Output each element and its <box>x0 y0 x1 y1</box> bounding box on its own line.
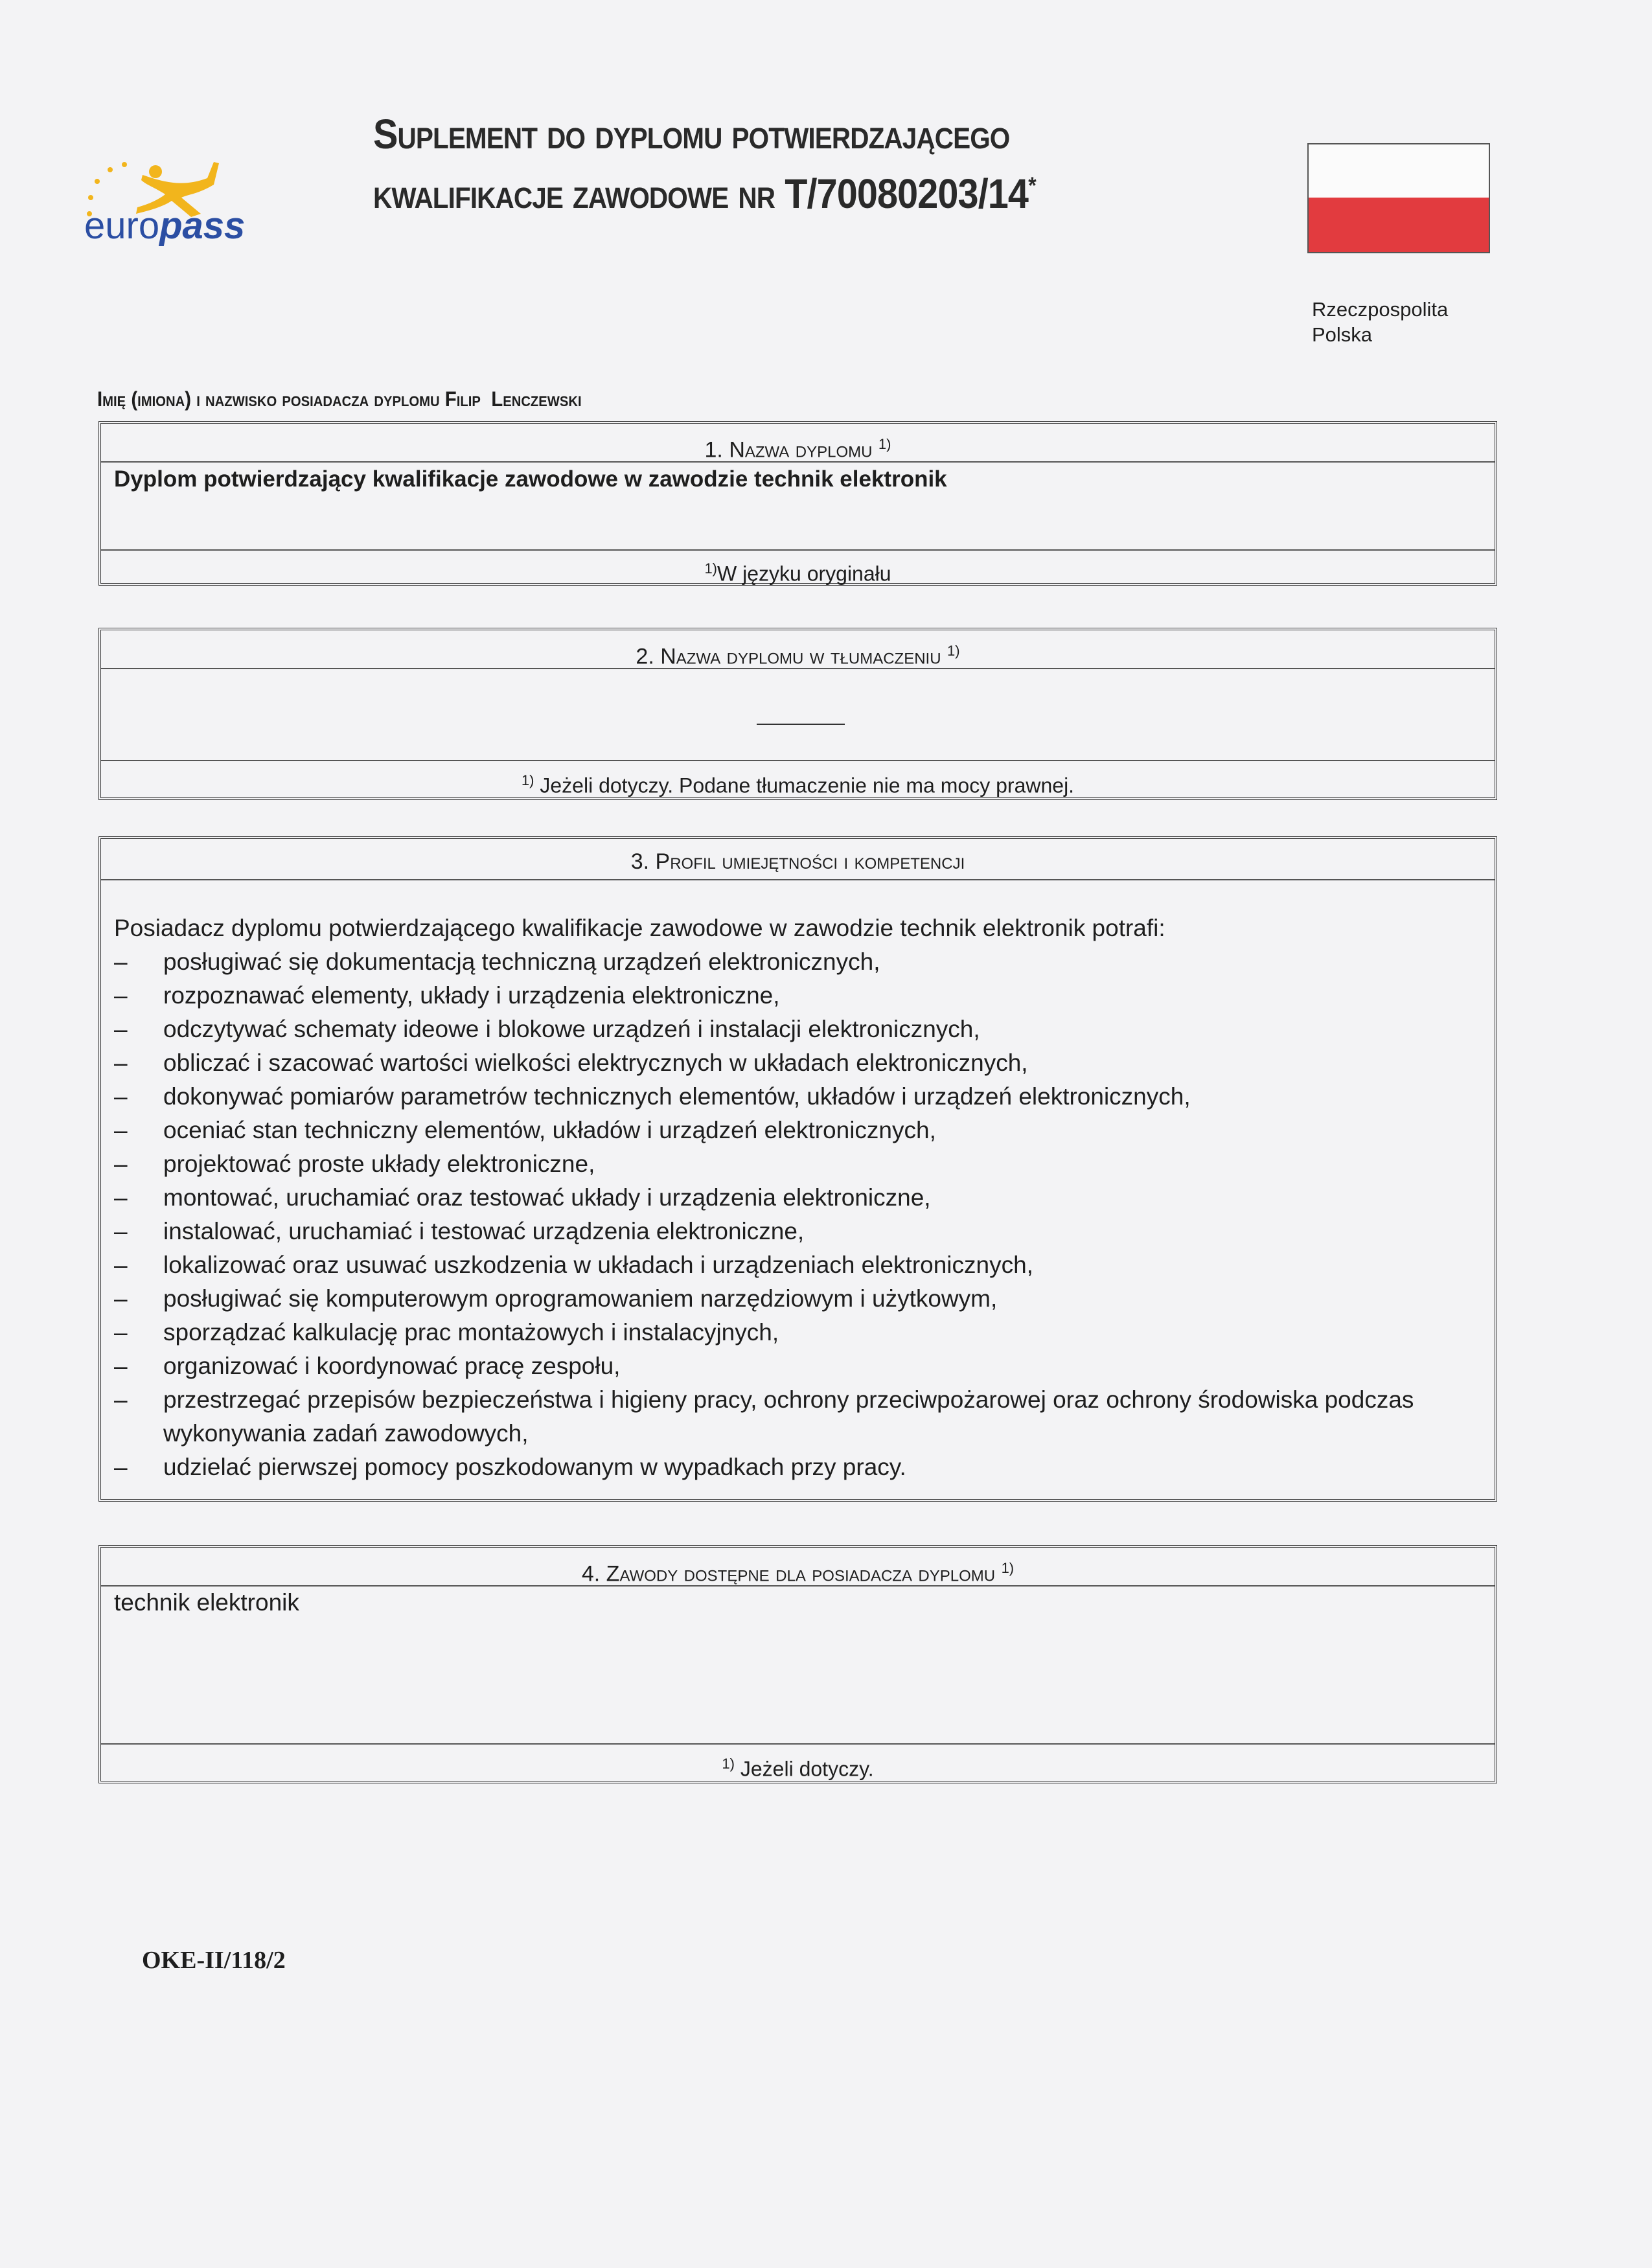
skill-item <box>114 1248 1482 1282</box>
skill-item <box>114 1215 1482 1248</box>
skill-text: odczytywać schematy ideowe i blokowe urządzeń i instalacji elektronicznych, <box>163 1016 980 1042</box>
skill-text: dokonywać pomiarów parametrów technicznych elementów, układów i urządzeń elektronicznych, <box>163 1083 1191 1110</box>
form-code: OKE-II/118/2 <box>142 1947 286 1974</box>
europass-logo-text-b: pass <box>159 205 246 247</box>
section1-header <box>101 424 1495 463</box>
section4-header-footnote: 1) <box>1001 1560 1015 1576</box>
dash-bullet: – <box>114 1285 128 1312</box>
skill-item <box>114 1181 1482 1215</box>
occupation-value: technik elektronik <box>114 1589 299 1616</box>
title-prefix: kwalifikacje zawodowe nr <box>373 170 775 217</box>
skill-item <box>114 1383 1482 1450</box>
skill-item <box>114 1316 1482 1349</box>
skill-text: organizować i koordynować pracę zespołu, <box>163 1353 621 1379</box>
section2-footnote: Jeżeli dotyczy. Podane tłumaczenie nie ma mocy prawnej. <box>540 773 1075 797</box>
skills-list <box>114 945 1482 1484</box>
skills-intro: Posiadacz dyplomu potwierdzającego kwalifikacje zawodowe w zawodzie technik elektronik potrafi: <box>114 915 1165 941</box>
section4-header <box>101 1548 1495 1586</box>
empty-value-dash <box>757 724 845 725</box>
document-title-line2 <box>373 170 1036 218</box>
skill-item <box>114 945 1482 979</box>
dash-bullet: – <box>114 1016 128 1042</box>
polish-flag <box>1307 143 1490 253</box>
skill-item <box>114 1450 1482 1484</box>
skill-item <box>114 1147 1482 1181</box>
dash-bullet: – <box>114 1319 128 1346</box>
document-title-line1: Suplement do dyplomu potwierdzającego <box>373 111 1010 157</box>
europass-logo <box>84 149 292 253</box>
holder-line <box>97 387 582 411</box>
section4-footer <box>101 1743 1495 1781</box>
dash-bullet: – <box>114 982 128 1009</box>
section-available-occupations <box>98 1545 1497 1783</box>
section4-header-text: 4. Zawody dostępne dla posiadacza dyplomu <box>581 1561 996 1586</box>
skill-item <box>114 1114 1482 1147</box>
section1-header-footnote: 1) <box>878 436 891 452</box>
skill-text: lokalizować oraz usuwać uszkodzenia w układach i urządzeniach elektronicznych, <box>163 1252 1033 1278</box>
dash-bullet: – <box>114 1083 128 1110</box>
section3-header: 3. Profil umiejętności i kompetencji <box>101 839 1495 880</box>
skill-item <box>114 1013 1482 1046</box>
dash-bullet: – <box>114 1117 128 1143</box>
dash-bullet: – <box>114 1454 128 1480</box>
skill-text: przestrzegać przepisów bezpieczeństwa i higieny pracy, ochrony przeciwpożarowej oraz ochrony środowiska podczas wykonywania zadań zawodowych, <box>163 1386 1414 1447</box>
dash-bullet: – <box>114 1386 128 1413</box>
skill-item <box>114 1349 1482 1383</box>
country-line1: Rzeczpospolita <box>1312 298 1449 321</box>
skill-item <box>114 1080 1482 1114</box>
section2-footnote-mark: 1) <box>521 772 534 788</box>
dash-bullet: – <box>114 1049 128 1076</box>
section2-footer <box>101 760 1495 797</box>
section2-header <box>101 630 1495 669</box>
skill-text: rozpoznawać elementy, układy i urządzenia elektroniczne, <box>163 982 780 1009</box>
skills-content <box>114 911 1482 1484</box>
dash-bullet: – <box>114 1252 128 1278</box>
country-line2: Polska <box>1312 323 1373 346</box>
dash-bullet: – <box>114 948 128 975</box>
skill-item <box>114 979 1482 1013</box>
diploma-number: T/70080203/14 <box>785 170 1029 217</box>
skill-text: projektować proste układy elektroniczne, <box>163 1151 595 1177</box>
section1-header-text: 1. Nazwa dyplomu <box>704 437 873 463</box>
europass-logo-text-a: euro <box>84 205 160 247</box>
skill-text: posługiwać się komputerowym oprogramowaniem narzędziowym i użytkowym, <box>163 1285 998 1312</box>
holder-name: Filip Lenczewski <box>444 387 582 411</box>
dash-bullet: – <box>114 1184 128 1211</box>
skill-text: instalować, uruchamiać i testować urządzenia elektroniczne, <box>163 1218 805 1244</box>
section-skills-profile <box>98 836 1497 1502</box>
dash-bullet: – <box>114 1218 128 1244</box>
section4-footnote: Jeżeli dotyczy. <box>740 1757 874 1781</box>
skill-text: sporządzać kalkulację prac montażowych i instalacyjnych, <box>163 1319 779 1346</box>
skill-item <box>114 1046 1482 1080</box>
section-diploma-translation <box>98 628 1497 800</box>
holder-label: Imię (imiona) i nazwisko posiadacza dyplomu <box>97 387 440 411</box>
dash-bullet: – <box>114 1151 128 1177</box>
skill-text: posługiwać się dokumentacją techniczną urządzeń elektronicznych, <box>163 948 880 975</box>
section1-footnote-mark: 1) <box>704 560 717 577</box>
section1-footer <box>101 549 1495 586</box>
skill-text: montować, uruchamiać oraz testować układy i urządzenia elektroniczne, <box>163 1184 931 1211</box>
skill-text: udzielać pierwszej pomocy poszkodowanym w wypadkach przy pracy. <box>163 1454 906 1480</box>
title-asterisk: * <box>1028 172 1036 199</box>
flag-red-stripe <box>1309 198 1489 252</box>
diploma-name-value: Dyplom potwierdzający kwalifikacje zawodowe w zawodzie technik elektronik <box>114 466 947 492</box>
section2-header-text: 2. Nazwa dyplomu w tłumaczeniu <box>636 644 941 669</box>
country-name <box>1312 297 1448 347</box>
skill-item <box>114 1282 1482 1316</box>
dash-bullet: – <box>114 1353 128 1379</box>
section4-footnote-mark: 1) <box>722 1756 735 1772</box>
section1-footnote: W języku oryginału <box>717 562 891 586</box>
section-diploma-name <box>98 421 1497 586</box>
skill-text: obliczać i szacować wartości wielkości elektrycznych w układach elektronicznych, <box>163 1049 1028 1076</box>
skill-text: oceniać stan techniczny elementów, układów i urządzeń elektronicznych, <box>163 1117 936 1143</box>
section2-header-footnote: 1) <box>947 643 960 659</box>
